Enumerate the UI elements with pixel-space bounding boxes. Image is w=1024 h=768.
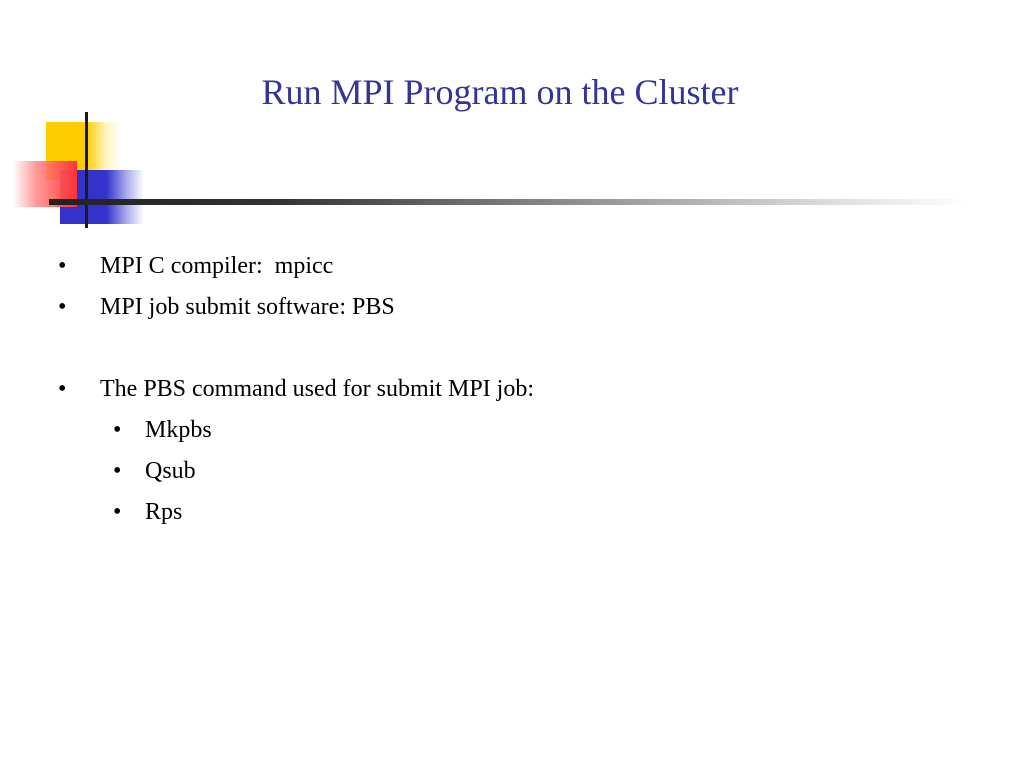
sub-bullet-item xyxy=(58,457,958,498)
bullet-text: The PBS command used for submit MPI job: xyxy=(100,376,534,402)
sub-bullet-item xyxy=(58,416,958,457)
sub-bullet-text: Qsub xyxy=(145,458,196,484)
bullet-text: MPI job submit software: PBS xyxy=(100,294,395,320)
bullet-glyph: • xyxy=(113,458,122,484)
sub-bullet-text: Rps xyxy=(145,499,183,525)
slide-body xyxy=(58,252,958,539)
bullet-glyph: • xyxy=(113,417,122,443)
sub-bullet-text: Mkpbs xyxy=(145,417,212,443)
bullet-text: MPI C compiler: mpicc xyxy=(100,253,334,279)
bullet-item xyxy=(58,252,958,293)
slide-title: Run MPI Program on the Cluster xyxy=(261,72,739,112)
bullet-glyph: • xyxy=(113,499,122,525)
bullet-glyph: • xyxy=(58,253,67,279)
bullet-item xyxy=(58,375,958,416)
sub-bullet-item xyxy=(58,498,958,539)
title-underline-rule xyxy=(49,199,969,205)
vertical-rule xyxy=(85,112,88,228)
bullet-glyph: • xyxy=(58,294,67,320)
bullet-item xyxy=(58,293,958,334)
bullet-glyph: • xyxy=(58,376,67,402)
